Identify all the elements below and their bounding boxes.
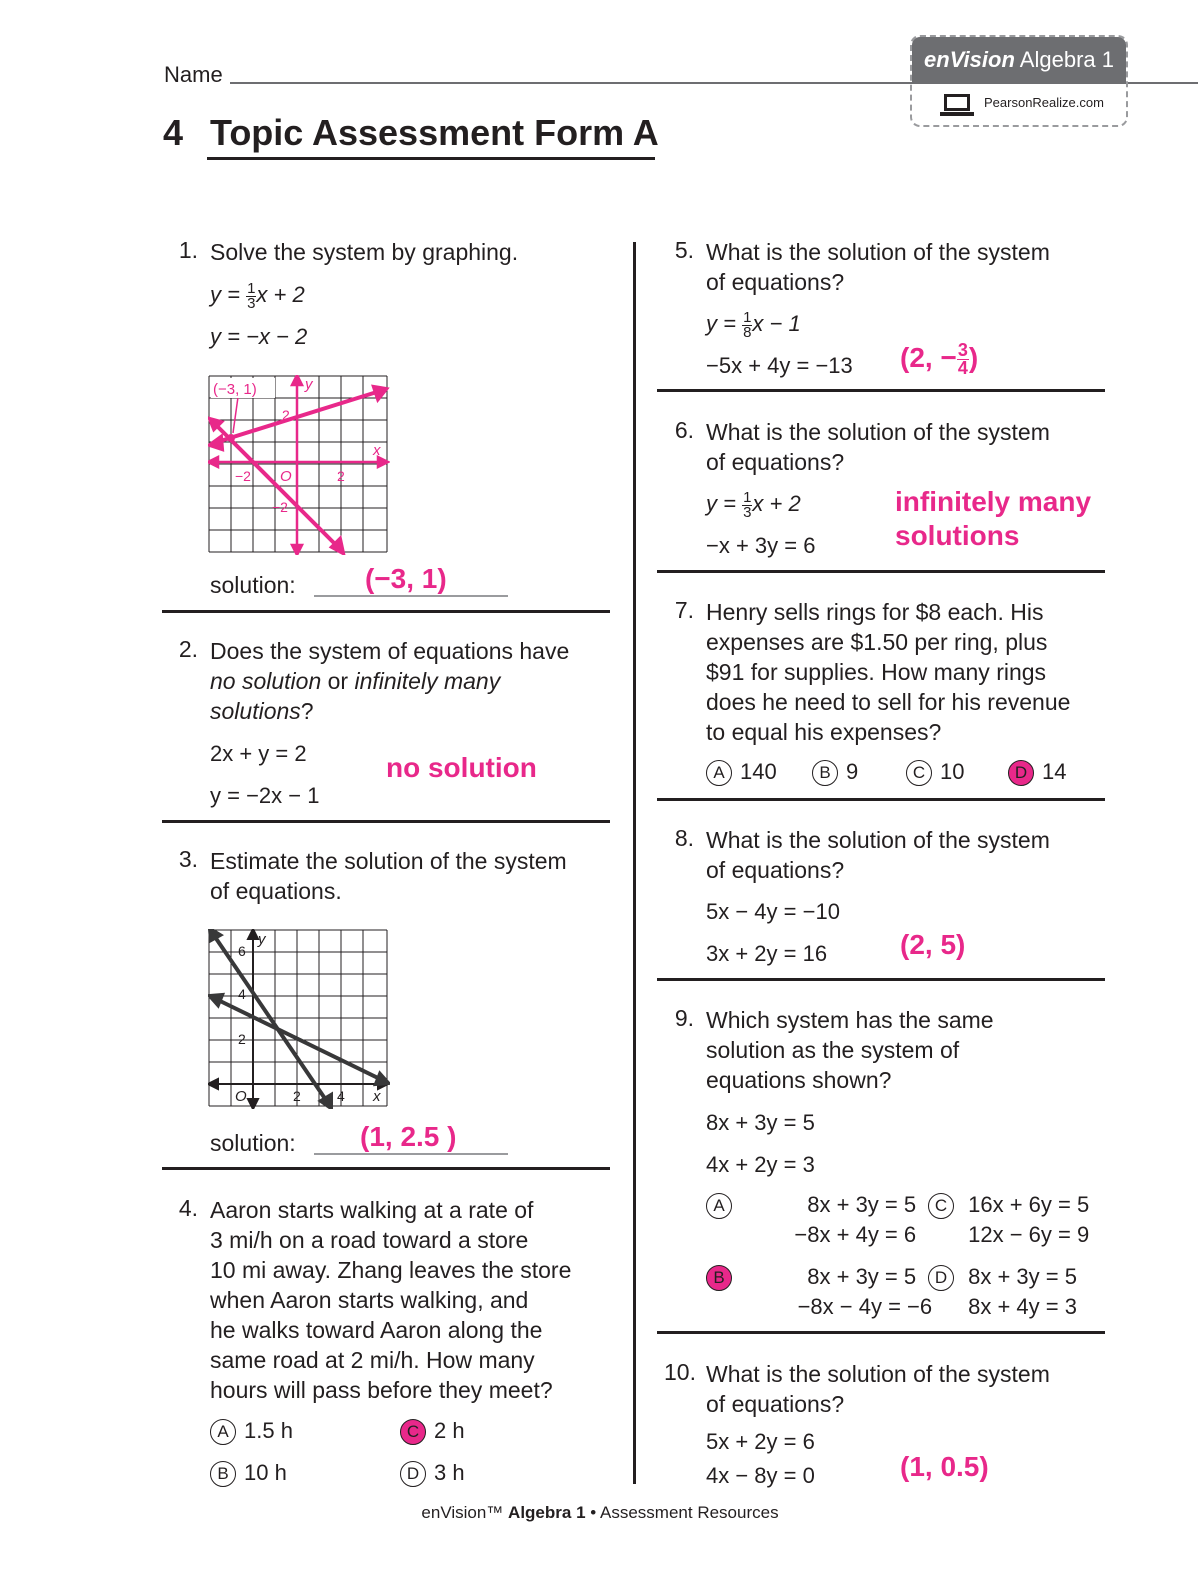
option-eq: −8x − 4y = −6 bbox=[797, 1294, 933, 1319]
q1-solution-label: solution: bbox=[210, 572, 296, 598]
option-text: 140 bbox=[740, 759, 777, 784]
q7-line: $91 for supplies. How many rings bbox=[706, 659, 1047, 685]
q3-graph bbox=[208, 929, 390, 1109]
option-bubble-selected[interactable]: B bbox=[706, 1265, 732, 1291]
laptop-icon bbox=[940, 93, 974, 122]
option-bubble[interactable]: A bbox=[706, 760, 732, 786]
q1-graph bbox=[208, 375, 390, 555]
option-bubble[interactable]: C bbox=[906, 760, 932, 786]
q4-line: he walks toward Aaron along the bbox=[210, 1317, 543, 1343]
q9-option-c[interactable] bbox=[928, 1190, 1089, 1250]
q4-line: when Aaron starts walking, and bbox=[210, 1287, 529, 1313]
q2-prompt-a: Does the system of equations have bbox=[210, 638, 570, 664]
option-text: 3 h bbox=[434, 1460, 465, 1485]
q8-answer: (2, 5) bbox=[900, 929, 966, 960]
divider bbox=[657, 389, 1105, 392]
brand-badge-title bbox=[912, 37, 1126, 83]
option-text: 1.5 h bbox=[244, 1418, 293, 1443]
q3-xtick-4: 4 bbox=[337, 1088, 345, 1104]
footer-brand: enVision™ bbox=[421, 1503, 504, 1522]
q1-xtick-neg2: −2 bbox=[235, 468, 251, 484]
q8-prompt-a: What is the solution of the system bbox=[706, 827, 1050, 853]
q1-prompt: Solve the system by graphing. bbox=[210, 239, 519, 265]
q9-line: equations shown? bbox=[706, 1067, 892, 1093]
option-bubble-selected[interactable]: D bbox=[1008, 760, 1034, 786]
footer-section: Assessment Resources bbox=[600, 1503, 779, 1522]
q10-answer: (1, 0.5) bbox=[900, 1451, 989, 1482]
divider bbox=[162, 610, 610, 613]
q4-option-b[interactable] bbox=[210, 1458, 287, 1488]
q1-fraction: $\frac{1}{3}$ bbox=[247, 279, 256, 312]
q5-fraction: $\frac{1}{8}$ bbox=[743, 308, 752, 341]
q3-answer-line[interactable] bbox=[314, 1153, 508, 1155]
divider bbox=[657, 798, 1105, 801]
q7-number: 7. bbox=[674, 597, 694, 623]
q7-option-c[interactable] bbox=[906, 757, 964, 787]
q3-ytick-4: 4 bbox=[238, 986, 246, 1002]
q9-option-d[interactable] bbox=[928, 1262, 1077, 1322]
q7-line: Henry sells rings for $8 each. His bbox=[706, 599, 1044, 625]
q3-y-axis-label: y bbox=[258, 931, 266, 948]
q6-eq2: −x + 3y = 6 bbox=[706, 533, 816, 558]
topic-number: 4 bbox=[163, 112, 184, 153]
q1-answer: (−3, 1) bbox=[365, 563, 447, 594]
q10-eq2: 4x − 8y = 0 bbox=[706, 1463, 815, 1488]
divider bbox=[162, 1167, 610, 1170]
q4-line: Aaron starts walking at a rate of bbox=[210, 1197, 534, 1223]
q3-number: 3. bbox=[178, 846, 198, 872]
q4-number: 4. bbox=[178, 1195, 198, 1221]
option-eq: 8x + 3y = 5 bbox=[968, 1264, 1077, 1289]
q4-line: 10 mi away. Zhang leaves the store bbox=[210, 1257, 572, 1283]
q7-prompt bbox=[706, 597, 1070, 747]
q3-prompt-b: of equations. bbox=[210, 878, 342, 904]
q6-prompt-b: of equations? bbox=[706, 449, 845, 475]
q10-prompt-a: What is the solution of the system bbox=[706, 1361, 1050, 1387]
option-eq: 8x + 3y = 5 bbox=[807, 1264, 917, 1289]
q4-line: same road at 2 mi/h. How many bbox=[210, 1347, 535, 1373]
q3-prompt-a: Estimate the solution of the system bbox=[210, 848, 567, 874]
q5-number: 5. bbox=[674, 237, 694, 263]
q6-fraction: $\frac{1}{3}$ bbox=[743, 488, 752, 521]
q7-option-a[interactable] bbox=[706, 757, 777, 787]
q9-line: solution as the system of bbox=[706, 1037, 960, 1063]
q10-prompt-b: of equations? bbox=[706, 1391, 845, 1417]
option-bubble-selected[interactable]: C bbox=[400, 1419, 426, 1445]
q1-eq1-rhs: x + 2 bbox=[256, 282, 305, 307]
q6-answer-b: solutions bbox=[895, 520, 1020, 551]
footer bbox=[0, 1503, 1200, 1523]
q1-eq2: y = −x − 2 bbox=[210, 324, 308, 349]
q2-prompt-b: no solution or infinitely many bbox=[210, 668, 501, 694]
option-eq: 12x − 6y = 9 bbox=[968, 1222, 1090, 1247]
q7-line: does he need to sell for his revenue bbox=[706, 689, 1071, 715]
q9-option-b[interactable] bbox=[706, 1262, 932, 1322]
q3-x-axis-label: x bbox=[373, 1088, 381, 1105]
q7-option-b[interactable] bbox=[812, 757, 858, 787]
option-bubble[interactable]: B bbox=[812, 760, 838, 786]
brand-badge bbox=[910, 35, 1128, 127]
q6-number: 6. bbox=[674, 417, 694, 443]
q8-eq2: 3x + 2y = 16 bbox=[706, 941, 828, 966]
q1-ytick-neg2: −2 bbox=[272, 499, 288, 515]
q1-xtick-2: 2 bbox=[337, 468, 345, 484]
option-bubble[interactable]: D bbox=[928, 1265, 954, 1291]
footer-bullet: • bbox=[590, 1503, 597, 1522]
q1-eq1-lhs: y = bbox=[210, 282, 247, 307]
title-underline bbox=[207, 157, 655, 160]
option-eq: 16x + 6y = 5 bbox=[968, 1192, 1090, 1217]
q5-prompt-a: What is the solution of the system bbox=[706, 239, 1050, 265]
page-title: Topic Assessment Form A bbox=[210, 112, 659, 153]
q3-answer: (1, 2.5 ) bbox=[360, 1121, 457, 1152]
q6-prompt-a: What is the solution of the system bbox=[706, 419, 1050, 445]
brand-prefix: enVision bbox=[924, 47, 1015, 72]
option-text: 2 h bbox=[434, 1418, 465, 1443]
option-bubble[interactable]: A bbox=[706, 1193, 732, 1219]
divider bbox=[657, 570, 1105, 573]
q1-origin-label: O bbox=[280, 468, 292, 485]
q9-option-a[interactable] bbox=[706, 1190, 916, 1250]
q2-number: 2. bbox=[178, 636, 198, 662]
q4-prompt bbox=[210, 1195, 571, 1405]
q6-answer-a: infinitely many bbox=[895, 486, 1092, 517]
q2-prompt-c: solutions? bbox=[210, 698, 314, 724]
q9-eq2: 4x + 2y = 3 bbox=[706, 1152, 815, 1177]
q2-answer: no solution bbox=[386, 752, 537, 783]
q4-option-d[interactable] bbox=[400, 1458, 465, 1488]
q9-eq1: 8x + 3y = 5 bbox=[706, 1110, 815, 1135]
option-text: 10 bbox=[940, 759, 965, 784]
q6-eq1: y = $\frac{1}{3}$ x + 2 bbox=[706, 488, 801, 521]
q9-line: Which system has the same bbox=[706, 1007, 994, 1033]
q4-option-a[interactable] bbox=[210, 1416, 293, 1446]
option-eq: 8x + 3y = 5 bbox=[807, 1192, 917, 1217]
divider bbox=[657, 978, 1105, 981]
q4-line: 3 mi/h on a road toward a store bbox=[210, 1227, 529, 1253]
q7-line: expenses are $1.50 per ring, plus bbox=[706, 629, 1048, 655]
site-link[interactable]: PearsonRealize.com bbox=[984, 95, 1104, 110]
q5-prompt-b: of equations? bbox=[706, 269, 845, 295]
divider bbox=[657, 1331, 1105, 1334]
footer-book: Algebra 1 bbox=[508, 1503, 586, 1522]
option-bubble[interactable]: C bbox=[928, 1193, 954, 1219]
q8-eq1: 5x − 4y = −10 bbox=[706, 899, 840, 924]
q1-ytick-2: 2 bbox=[282, 407, 290, 423]
q10-eq1: 5x + 2y = 6 bbox=[706, 1429, 815, 1454]
q3-ytick-6: 6 bbox=[238, 943, 246, 959]
q5-eq2: −5x + 4y = −13 bbox=[706, 353, 853, 378]
option-bubble[interactable]: A bbox=[210, 1419, 236, 1445]
q1-point-label: (−3, 1) bbox=[213, 381, 257, 398]
option-bubble[interactable]: B bbox=[210, 1461, 236, 1487]
brand-suffix: Algebra 1 bbox=[1019, 47, 1114, 72]
q3-xtick-2: 2 bbox=[293, 1088, 301, 1104]
q1-x-axis-label: x bbox=[373, 442, 381, 459]
q4-option-c[interactable] bbox=[400, 1416, 465, 1446]
q3-ytick-2: 2 bbox=[238, 1031, 246, 1047]
option-eq: −8x + 4y = 6 bbox=[794, 1222, 917, 1247]
option-text: 9 bbox=[846, 759, 859, 784]
option-eq: 8x + 4y = 3 bbox=[968, 1294, 1077, 1319]
q1-answer-line[interactable] bbox=[314, 595, 508, 597]
q5-eq1: y = $\frac{1}{8}$ x − 1 bbox=[706, 308, 801, 341]
divider bbox=[162, 820, 610, 823]
q5-answer: (2, − $\frac{3}{4}$ ) bbox=[900, 340, 979, 379]
name-label: Name bbox=[164, 62, 223, 87]
q9-number: 9. bbox=[674, 1005, 694, 1031]
q8-prompt-b: of equations? bbox=[706, 857, 845, 883]
q8-number: 8. bbox=[674, 825, 694, 851]
q1-y-axis-label: y bbox=[305, 376, 313, 393]
option-text: 10 h bbox=[244, 1460, 287, 1485]
q1-eq1 bbox=[210, 280, 305, 311]
q7-option-d[interactable] bbox=[1008, 757, 1066, 787]
q7-line: to equal his expenses? bbox=[706, 719, 942, 745]
q2-eq2: y = −2x − 1 bbox=[210, 783, 320, 808]
option-text: 14 bbox=[1042, 759, 1067, 784]
q2-eq1: 2x + y = 2 bbox=[210, 741, 307, 766]
q9-prompt bbox=[706, 1005, 994, 1095]
q1-number: 1. bbox=[178, 237, 198, 263]
q10-number: 10. bbox=[664, 1359, 696, 1385]
option-bubble[interactable]: D bbox=[400, 1461, 426, 1487]
q3-solution-label: solution: bbox=[210, 1130, 296, 1156]
q4-line: hours will pass before they meet? bbox=[210, 1377, 553, 1403]
q3-origin-label: O bbox=[235, 1088, 247, 1105]
column-divider bbox=[633, 242, 636, 1484]
